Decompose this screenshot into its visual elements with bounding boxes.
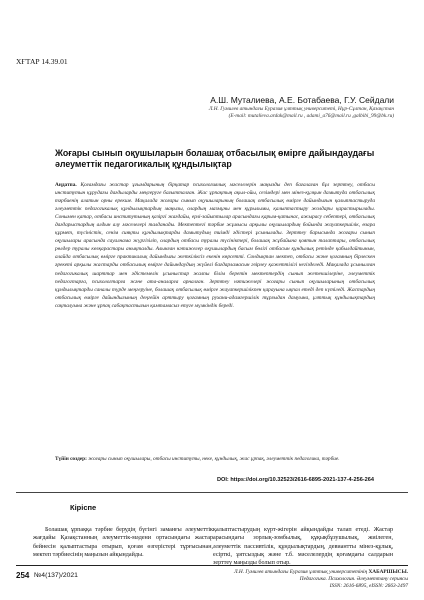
journal-issn: ISSN: 2616-6895, eISSN: 2663-2497 xyxy=(329,582,408,589)
abstract-text: Қоғамдағы жастар ұғымдарының бірқатар психологиялық мәселелерін маңызды деп бағалаған бұл зерттеу, отбасы институтын құрудағы дағдыларды меңгеруге бағытталған. Жас ұрпақтың ақыл-ойы, сезімдері мен мінез-құлқын дамытуда отбасылық тәрбиенің алатын орны ерекше. Мақалада жоғары сынып оқушыларының болашақ отбасылық өмірге дайындығын қалыптастыруда әлеуметтік педагогикалық құндылықтардың маңызы, олардың мазмұны мен құрылымы, қалыптастыру жолдары қарастырылады. Сонымен қатар, отбасы институтының қазіргі жағдайы, ерлі-зайыптылар арасындағы қарым-қатынас, ажырасу себептері, отбасылық дағдарыстардың алдын алу мәселелері талданады. Мектептегі тәрбие жұмысы арқылы оқушылардың бойында жауапкершілік, өзара құрмет, түсіністік, сенім сияқты құндылықтарды дамытудың тиімді әдістері ұсынылады. Зерттеу барысында жоғары сынып оқушылары арасында сауалнама жүргізіліп, олардың отбасы туралы түсініктері, болашақ жұбайына қоятын талаптары, отбасылық рөлдер туралы көзқарастары анықталды. Алынған нәтижелер оқушылардың басым бөлігі отбасын құндылық ретінде қабылдайтынын, алайда отбасылық өмірге практикалық дайындығы жеткіліксіз екенін көрсетті. Сондықтан мектеп, отбасы және қоғамның бірлескен әрекеті арқылы жастарды отбасылық өмірге дайындаудың жүйелі бағдарламасын әзірлеу қажеттілігі негізделеді. Мақалада ұсынылған педагогикалық шарттар мен әдістемелік ұсыныстар жалпы білім беретін мектептердің сынып жетекшілеріне, әлеуметтік педагогтарға, психологтарға және ата-аналарға арналған. Зерттеу нәтижелері жоғары сынып оқушыларының отбасылық құндылықтарды саналы түрде меңгеруіне, болашақ отбасылық өмірге жауапкершілікпен қарауына ықпал етеді деп күтіледі. Жастардың отбасылық өмірге дайындығының деңгейін арттыру қоғамның рухани-адамгершілік тұрғыдан дамуына, ұлттық құндылықтардың сақталуына және ұрпақ сабақтастығын қамтамасыз етуге мүмкіндік береді. xyxy=(55,182,375,309)
journal-series: Педагогика. Психология. Әлеуметтану сериясы xyxy=(299,575,408,582)
article-title: Жоғары сынып оқушыларын болашақ отбасылық өмірге дайындаудағы әлеуметтік педагогикалық құндылықтар xyxy=(55,148,375,169)
affiliation-line: Л.Н. Гумилев атындағы Еуразия ұлттық университеті, Нұр-Сұлтан, Қазақстан xyxy=(208,106,394,112)
doi-link[interactable]: DOI: https://doi.org/10.32523/2616-6895-2021-137-4-256-264 xyxy=(216,477,374,483)
body-column-right: қалыптастырудың күрт-жігерін айқындайды талап етеді. Жастар арасындағы зорлық-зомбылық, құқықбұзушылық, жиілеген, әлеуметтік пассивтілік, құндылықтардың, девиантты мінез-құлық, есірткі, ұятсыздық және т.б. мәселелердің қоғамдағы салдарын зерттеу маңызды болып отыр. xyxy=(213,527,393,567)
keywords xyxy=(55,455,375,463)
journal-name-strong: ХАБАРШЫСЫ. xyxy=(368,569,408,575)
section-divider xyxy=(16,492,408,493)
abstract-label: Аңдатпа. xyxy=(55,182,77,188)
body-column-left: Болашақ ұрпаққа тәрбие берудің бүгінгі заманғы әлеуметтік жағдайы Қазақстанның әлеуметтік-мәдени ортасындағы жастар бейнесін қалыптастыра отырып, қоғам өзгерістері тұрғысынан, мектеп тәрбиесінің маңызын айқындайды. xyxy=(33,527,213,559)
keywords-text: жоғары сынып оқушылары, отбасы институты, неке, құндылық, жас ұрпақ, әлеуметтік педагогика, тәрбие. xyxy=(88,456,340,462)
issue-number: №4(137)/2021 xyxy=(34,572,78,579)
abstract xyxy=(55,181,375,310)
intro-heading: Кіріспе xyxy=(70,503,97,512)
footer-divider xyxy=(16,565,408,566)
affiliation xyxy=(154,106,394,120)
page-number: 254 xyxy=(16,571,30,580)
article-code: ХҒТАР 14.39.01 xyxy=(16,57,68,66)
authors: А.Ш. Муталиева, А.Е. Ботабаева, Г.У. Сейдали xyxy=(210,95,394,105)
keywords-label: Түйін сөздер: xyxy=(55,456,87,462)
affiliation-emails: (E-mail: mutalieva.ardak@mail.ru , adami_a76@mail.ru ,galbibi_99@bk.ru) xyxy=(228,112,394,119)
journal-name: Л.Н. Гумилев атындағы Еуразия ұлттық университетінің xyxy=(233,569,368,575)
journal-info xyxy=(178,569,408,590)
